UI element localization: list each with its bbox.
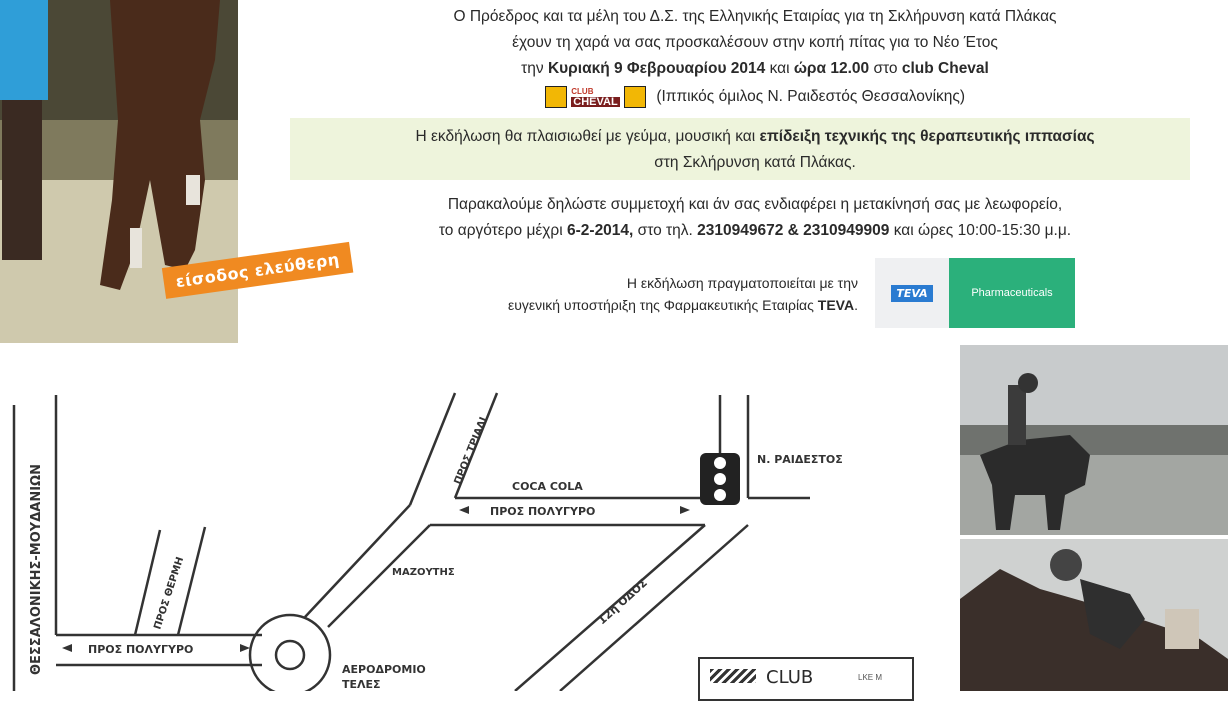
coca-cola-label: COCA COLA xyxy=(512,480,583,493)
club-map-label: CLUB xyxy=(766,667,814,688)
sponsor-line-2-post: . xyxy=(854,297,858,313)
event-line-1 xyxy=(250,128,1228,146)
pros-polygyro-2-label: ΠΡΟΣ ΠΟΛΥΓΥΡΟ xyxy=(490,505,596,518)
event-venue: club Cheval xyxy=(901,60,989,77)
line3-mid: και xyxy=(765,60,794,77)
sponsor-line-1: Η εκδήλωση πραγματοποιείται με την xyxy=(626,275,858,291)
cheval-logo-club: CLUB xyxy=(571,87,594,96)
club-cheval-logo xyxy=(545,86,646,108)
directions-map xyxy=(0,345,955,691)
arrow-left-icon xyxy=(62,644,72,652)
pros-triadi-label: ΠΡΟΣ ΤΡΙΑΔΙ xyxy=(452,415,490,487)
riding-photo-1-illustration xyxy=(960,345,1228,535)
event-line-2: στη Σκλήρυνση κατά Πλάκας. xyxy=(654,154,856,171)
map-drawing xyxy=(0,345,955,691)
traffic-light-icon xyxy=(700,453,740,505)
invitation-line-2: έχουν τη χαρά να σας προσκαλέσουν στην κοπή πίτας για το Νέο Έτος xyxy=(512,34,998,51)
n-raidestos-label: Ν. ΡΑΙΔΕΣΤΟΣ xyxy=(757,453,843,466)
rsvp-mid: στο τηλ. xyxy=(633,222,698,239)
rsvp-line-2 xyxy=(250,222,1228,240)
teva-logo xyxy=(875,258,1075,328)
invitation-line-1: Ο Πρόεδρος και τα μέλη του Δ.Σ. της Ελληνικής Εταιρίας για τη Σκλήρυνση κατά Πλάκας xyxy=(453,8,1057,25)
rsvp-line-1: Παρακαλούμε δηλώστε συμμετοχή και άν σας ενδιαφέρει η μετακίνησή σας με λεωφορείο, xyxy=(447,196,1063,213)
riding-photo-1 xyxy=(960,345,1228,535)
arrow-right-icon xyxy=(680,506,690,514)
invitation-line-3 xyxy=(250,60,1228,78)
club-cheval-map-box xyxy=(698,657,914,701)
line3-at: στο xyxy=(869,60,902,77)
event-time: ώρα 12.00 xyxy=(793,60,870,77)
rsvp-phones: 2310949672 & 2310949909 xyxy=(697,222,890,239)
cheval-logo-name: CHEVAL xyxy=(573,96,618,108)
teva-mark: TEVA xyxy=(891,285,932,302)
pros-polygyro-1-label: ΠΡΟΣ ΠΟΛΥΓΥΡΟ xyxy=(88,643,194,656)
mazoutis-label: ΜΑΖΟΥΤΗΣ xyxy=(392,567,455,578)
line3-pre: την xyxy=(521,60,548,77)
pros-thermi-label: ΠΡΟΣ ΘΕΡΜΗ xyxy=(152,555,187,631)
sponsor-line-2 xyxy=(338,294,858,316)
event-pre: Η εκδήλωση θα πλαισιωθεί με γεύμα, μουσική και xyxy=(415,128,760,145)
teva-pharmaceuticals: Pharmaceuticals xyxy=(949,258,1075,328)
teva-logo-mark-area xyxy=(875,258,949,328)
sponsor-text xyxy=(338,272,858,316)
rsvp-deadline: 6-2-2014, xyxy=(567,222,634,239)
invitation-line-4 xyxy=(250,86,1228,108)
rsvp-pre: το αργότερο μέχρι xyxy=(438,222,567,239)
road-left-label: ΘΕΣΣΑΛΟΝΙΚΗΣ-ΜΟΥΔΑΝΙΩΝ xyxy=(29,464,44,675)
event-bold: επίδειξη τεχνικής της θεραπευτικής ιππασίας xyxy=(759,128,1095,145)
rsvp-post: και ώρες 10:00-15:30 μ.μ. xyxy=(889,222,1072,239)
venue-note: (Ιππικός όμιλος Ν. Ραιδεστός Θεσσαλονίκης) xyxy=(656,88,966,106)
club-logo-mark xyxy=(710,669,756,683)
cheval-logo-left-mark xyxy=(545,86,567,108)
free-entry-badge: είσοδος ελεύθερη xyxy=(162,242,354,299)
cheval-logo-right-mark xyxy=(624,86,646,108)
sponsor-line-2-pre: ευγενική υποστήριξη της Φαρμακευτικής Εταιρίας xyxy=(508,297,818,313)
teles-label: ΤΕΛΕΣ xyxy=(342,678,381,691)
riding-photo-2-illustration xyxy=(960,539,1228,691)
event-date: Κυριακή 9 Φεβρουαρίου 2014 xyxy=(547,60,766,77)
club-map-small: LKE M xyxy=(858,673,883,682)
sponsor-teva: TEVA xyxy=(817,297,855,313)
arrow-right-icon xyxy=(240,644,250,652)
arrow-left-icon xyxy=(459,506,469,514)
airport-label: ΑΕΡΟΔΡΟΜΙΟ xyxy=(342,663,426,676)
odos-12-label: 12η ΟΔΟΣ xyxy=(595,576,650,628)
riding-photo-2 xyxy=(960,539,1228,691)
